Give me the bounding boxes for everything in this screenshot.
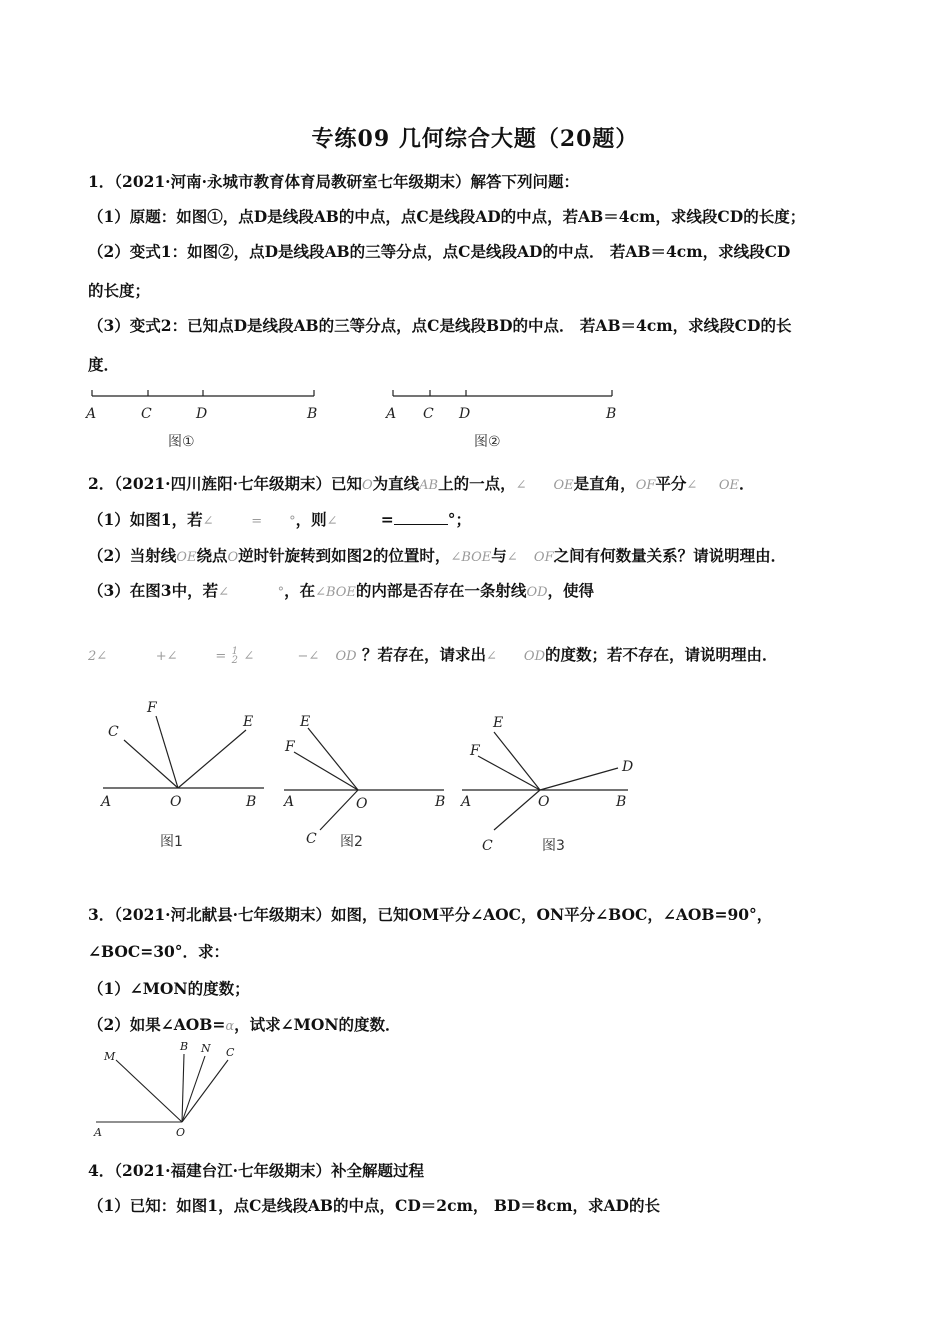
q1-part1: （1）原题：如图①，点D是线段AB的中点，点C是线段AD的中点，若AB＝4cm，求线段CD的长度； bbox=[88, 207, 806, 226]
q2-fig3-label-o: O bbox=[538, 794, 550, 810]
q2-fig3-label-f: F bbox=[470, 743, 480, 759]
q2-part3-angle: ∠ bbox=[218, 585, 229, 600]
q3-ray-oc bbox=[182, 1060, 228, 1122]
q2-fig3-caption: 图3 bbox=[542, 838, 565, 854]
q2-angle-symbol-2: ∠ bbox=[686, 478, 698, 493]
q1-part3-a: （3）变式2：已知点D是线段AB的三等分点，点C是线段BD的中点． 若AB＝4cm，求线段CD的长 bbox=[88, 316, 792, 335]
q2-part1-text-c: °； bbox=[447, 510, 472, 529]
q2-part2-text-b: 绕点 bbox=[196, 546, 228, 565]
q2-fig1-label-f: F bbox=[147, 700, 157, 716]
q1-figure-1 bbox=[92, 390, 314, 396]
q3-figure bbox=[96, 1054, 228, 1122]
q2-fig1-ray-oc bbox=[124, 740, 178, 788]
q2-fig2-label-f: F bbox=[285, 739, 295, 755]
q3-label-o: O bbox=[176, 1126, 186, 1139]
q1-fig2-label-c: C bbox=[423, 406, 434, 422]
q2-eq-frac-den: 2 bbox=[231, 655, 239, 666]
q2-part3-text-c: 的内部是否存在一条射线 bbox=[355, 581, 527, 600]
q2-point-o: O bbox=[361, 478, 373, 493]
q1-fig2-label-a: A bbox=[386, 406, 397, 422]
q2-fig1-label-e: E bbox=[243, 714, 254, 730]
q1-part2-b: 的长度； bbox=[88, 281, 151, 300]
q2-eq-ray-od: OD bbox=[523, 649, 545, 664]
q2-fig2-label-e: E bbox=[300, 714, 311, 730]
q1-part3-b: 度． bbox=[88, 355, 120, 374]
q2-ray-of: OF bbox=[635, 478, 656, 493]
q1-fig1-label-a: A bbox=[86, 406, 97, 422]
q2-fig1-label-o: O bbox=[170, 794, 182, 810]
q1-figure-2 bbox=[393, 390, 612, 396]
q2-fig1-ray-of bbox=[156, 716, 178, 788]
q2-part3-text-d: ，使得 bbox=[547, 581, 595, 600]
q2-fig1-label-a: A bbox=[101, 794, 112, 810]
q2-part1-text-a: （1）如图1，若 bbox=[88, 510, 203, 529]
q2-eq-term-1: 2∠ bbox=[88, 649, 108, 664]
q1-fig1-label-d: D bbox=[196, 406, 208, 422]
q2-figure-3 bbox=[462, 732, 628, 830]
q2-eq-angle: ∠ bbox=[486, 649, 497, 664]
q2-part2-ray-oe: OE bbox=[176, 550, 197, 565]
q2-eq-term-2: +∠ bbox=[155, 649, 178, 664]
q2-part1-eq-2: = bbox=[380, 510, 394, 529]
q2-fig3-label-e: E bbox=[493, 715, 504, 731]
q2-fig2-ray-oc bbox=[320, 790, 358, 830]
q3-ray-on bbox=[182, 1056, 205, 1122]
q2-eq-term-5: OD bbox=[335, 649, 357, 664]
q2-part1-degree: ° bbox=[289, 514, 296, 529]
q3-ray-om bbox=[116, 1060, 182, 1122]
q2-part2-point-o: O bbox=[227, 550, 239, 565]
q2-stem-text-5: 平分 bbox=[655, 474, 687, 493]
q2-fig2-ray-oe bbox=[308, 728, 358, 790]
q2-fig3-label-c: C bbox=[482, 838, 493, 854]
q2-part3-text-a: （3）在图3中，若 bbox=[88, 581, 219, 600]
q1-fig1-label-b: B bbox=[307, 406, 318, 422]
q2-stem-text-4: 是直角， bbox=[573, 474, 636, 493]
q2-part2-ray-of: OF bbox=[533, 550, 554, 565]
q2-part2-angle-boe: ∠BOE bbox=[450, 550, 492, 565]
q3-stem-1: 3．（2021·河北献县·七年级期末）如图，已知OM平分∠AOC，ON平分∠BOC，∠AOB=90°， bbox=[88, 905, 773, 924]
q3-label-b: B bbox=[180, 1040, 189, 1053]
q2-fig2-label-c: C bbox=[306, 831, 317, 847]
q2-part2-text-e: 之间有何数量关系？请说明理由． bbox=[553, 546, 787, 565]
q2-part3-text-b: ，在 bbox=[284, 581, 316, 600]
q2-part3-ray-od: OD bbox=[526, 585, 548, 600]
q2-part3-angle-boe: ∠BOE bbox=[315, 585, 356, 600]
q2-part1-angle-2: ∠ bbox=[326, 514, 338, 529]
q3-part2-text-b: ，试求∠MON的度数． bbox=[234, 1015, 401, 1034]
q2-fig2-caption: 图2 bbox=[340, 834, 363, 850]
q1-fig1-caption: 图① bbox=[168, 434, 195, 450]
q2-ray-oe: OE bbox=[553, 478, 574, 493]
page-title: 专练09 几何综合大题（20题） bbox=[311, 126, 639, 152]
q2-part1-angle-1: ∠ bbox=[202, 514, 214, 529]
q2-figure-2 bbox=[284, 728, 444, 830]
q2-part2-text-c: 逆时针旋转到如图2的位置时， bbox=[238, 546, 451, 565]
q3-label-c: C bbox=[226, 1046, 235, 1059]
q2-eq-tail-2: 的度数；若不存在，请说明理由． bbox=[545, 645, 778, 664]
q2-fig1-label-c: C bbox=[108, 724, 119, 740]
q2-fig2-ray-of bbox=[294, 752, 358, 790]
q2-figure-1 bbox=[103, 716, 264, 788]
q2-line-ab: AB bbox=[419, 478, 439, 493]
q2-part2-text-a: （2）当射线 bbox=[88, 546, 177, 565]
q2-part2-text-d: 与 bbox=[491, 546, 507, 565]
q2-eq-term-4: −∠ bbox=[297, 649, 320, 664]
q2-angle-symbol-1: ∠ bbox=[515, 478, 527, 493]
q1-fig2-caption: 图② bbox=[474, 434, 501, 450]
q2-fig3-ray-of bbox=[478, 756, 540, 790]
q2-fig1-caption: 图1 bbox=[160, 834, 183, 850]
q2-fig2-label-o: O bbox=[356, 796, 368, 812]
q2-stem-text-3: 上的一点， bbox=[438, 474, 516, 493]
q2-part1-eq-1: = bbox=[251, 514, 263, 529]
q2-part2-angle: ∠ bbox=[506, 550, 518, 565]
q2-stem-text-2: 为直线 bbox=[372, 474, 420, 493]
q2-fig3-label-b: B bbox=[616, 794, 627, 810]
q3-label-m: M bbox=[104, 1050, 116, 1063]
q2-fig2-label-a: A bbox=[284, 794, 295, 810]
q3-label-n: N bbox=[201, 1042, 211, 1055]
q3-alpha: α bbox=[225, 1019, 235, 1034]
q2-fig3-ray-oe bbox=[494, 732, 540, 790]
q3-stem-2: ∠BOC=30°．求： bbox=[88, 942, 230, 961]
q4-part1: （1）已知：如图1，点C是线段AB的中点，CD＝2cm， BD＝8cm，求AD的长 bbox=[88, 1196, 660, 1215]
q2-part1-text-b: ，则 bbox=[295, 510, 327, 529]
q2-part3-degree: ° bbox=[277, 585, 285, 600]
q2-ray-oe-2: OE bbox=[718, 478, 740, 493]
q2-fig1-ray-oe bbox=[178, 730, 246, 788]
q1-fig2-label-d: D bbox=[459, 406, 471, 422]
q3-ray-ob bbox=[182, 1054, 184, 1122]
q2-fig2-label-b: B bbox=[435, 794, 446, 810]
q2-eq-term-3: ∠ bbox=[243, 649, 255, 664]
q3-label-a: A bbox=[94, 1126, 102, 1139]
q1-part2-a: （2）变式1：如图②，点D是线段AB的三等分点，点C是线段AD的中点． 若AB＝4cm，求线段CD bbox=[88, 242, 791, 261]
q2-stem-text-6: ． bbox=[739, 474, 755, 493]
q3-part2-text-a: （2）如果∠AOB= bbox=[88, 1015, 226, 1034]
q2-eq-tail-1: ？若存在，请求出 bbox=[362, 645, 487, 664]
q3-part1: （1）∠MON的度数； bbox=[88, 979, 250, 998]
q2-fig3-label-a: A bbox=[461, 794, 472, 810]
q1-fig1-label-c: C bbox=[141, 406, 152, 422]
q2-fig3-ray-oc bbox=[494, 790, 540, 830]
q2-fig3-label-d: D bbox=[622, 759, 634, 775]
q2-fig1-label-b: B bbox=[246, 794, 257, 810]
q1-stem: 1．（2021·河南·永城市教育体育局教研室七年级期末）解答下列问题： bbox=[88, 172, 579, 191]
q1-fig2-label-b: B bbox=[606, 406, 617, 422]
q4-stem: 4．（2021·福建台江·七年级期末）补全解题过程 bbox=[88, 1161, 424, 1180]
q2-fig3-ray-od bbox=[540, 768, 618, 790]
q2-eq-frac-num: 1 bbox=[231, 646, 239, 657]
q2-eq-equals: = bbox=[215, 649, 227, 664]
q2-stem-text-1: 2．（2021·四川旌阳·七年级期末）已知 bbox=[88, 474, 362, 493]
